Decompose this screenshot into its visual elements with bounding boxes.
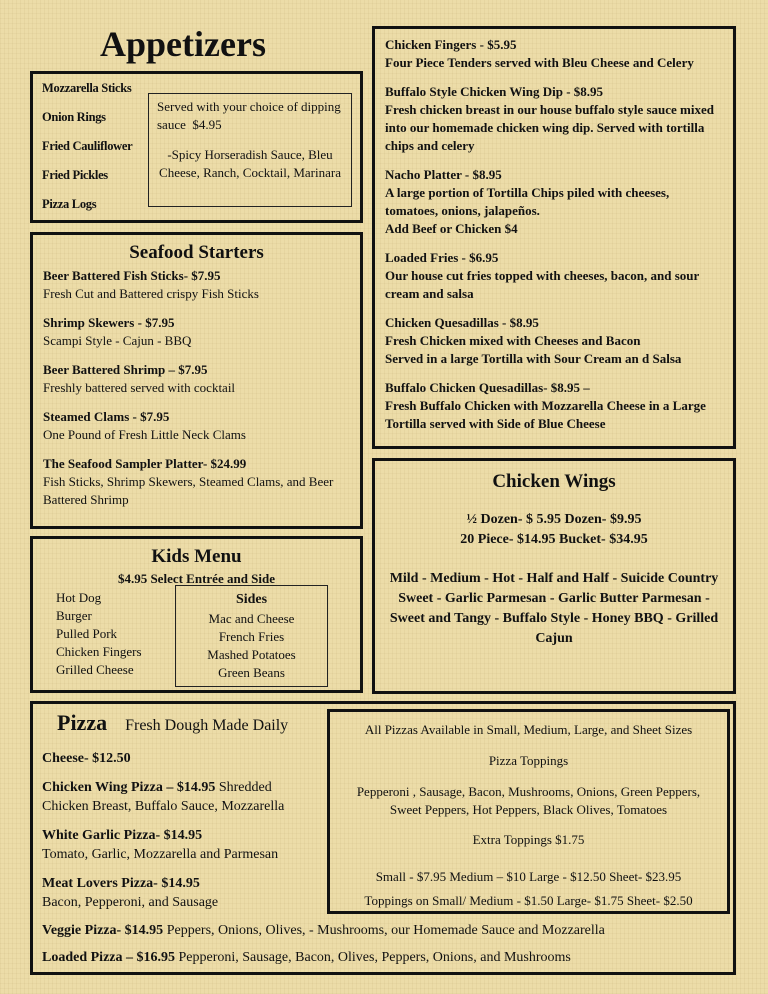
specialty-item-desc: Our house cut fries topped with cheeses, bacon, and sour cream and salsa [385,268,700,301]
pizza-item [42,778,320,816]
kids-subtitle: $4.95 Select Entrée and Side [117,571,276,586]
seafood-item [43,408,350,444]
appetizers-title: Appetizers [100,24,266,64]
seafood-item-desc: Fresh Cut and Battered crispy Fish Sticks [43,286,259,301]
specialty-item-title: Loaded Fries - $6.95 [385,250,499,265]
seafood-item-name: Beer Battered Shrimp – $7.95 [43,362,208,377]
pizza-item-desc: Pepperoni, Sausage, Bacon, Olives, Peppers, Onions, and Mushrooms [175,950,571,965]
specialty-item-extra: Add Beef or Chicken $4 [385,221,518,236]
pizza-item [42,874,320,912]
wings-prices [375,510,733,550]
dipping-sauce-box [148,93,352,207]
chicken-wings-box [372,458,736,694]
pizza-sizes-note: All Pizzas Available in Small, Medium, Large, and Sheet Sizes [364,722,693,737]
kids-menu-box [30,536,363,693]
specialty-item-title: Chicken Fingers - $5.95 [385,37,517,52]
seafood-item-desc: One Pound of Fresh Little Neck Clams [43,427,246,442]
kids-title: Kids Menu [151,546,242,567]
pizza-subtitle: Fresh Dough Made Daily [125,717,289,734]
kids-entree: Pulled Pork [56,626,118,641]
seafood-item [43,267,350,303]
seafood-item [43,314,350,350]
specialty-item [385,36,723,72]
pizza-toppings-title: Pizza Toppings [488,753,569,768]
pizza-title: Pizza [57,710,108,735]
appetizer-item: Fried Pickles [42,168,108,182]
pizza-extra-toppings: Extra Toppings $1.75 [472,832,585,847]
pizza-list [42,749,320,912]
seafood-item-desc: Fish Sticks, Shrimp Skewers, Steamed Clams, and Beer Battered Shrimp [43,474,334,507]
pizza-loaded [42,948,571,967]
pizza-item-desc: Bacon, Pepperoni, and Sausage [42,895,219,910]
specialty-appetizers-box [372,26,736,449]
seafood-item-desc: Freshly battered served with cocktail [43,380,236,395]
specialty-item-title: Nacho Platter - $8.95 [385,167,502,182]
kids-sides-box [175,585,328,687]
kids-entree-list [56,589,142,679]
appetizers-box [30,71,363,223]
wings-prices-line: ½ Dozen- $ 5.95 Dozen- $9.95 [466,512,642,527]
pizza-item [42,826,320,864]
seafood-item-name: Shrimp Skewers - $7.95 [43,315,175,330]
appetizer-item: Onion Rings [42,110,106,124]
seafood-item-name: Steamed Clams - $7.95 [43,409,170,424]
pizza-veggie [42,921,605,940]
seafood-item [43,455,350,509]
pizza-item-name: Chicken Wing Pizza – $14.95 [42,780,216,795]
specialty-item-desc: Four Piece Tenders served with Bleu Cheese and Celery [385,55,694,70]
specialty-item-title: Chicken Quesadillas - $8.95 [385,315,539,330]
pizza-sizes-box [327,709,730,914]
pizza-item-name: Meat Lovers Pizza- $14.95 [42,876,200,891]
specialty-item-desc: Fresh Chicken mixed with Cheeses and Bacon [385,333,641,348]
pizza-item-name: Cheese- $12.50 [42,751,131,766]
dipping-sauce-note: Served with your choice of dipping sauce $4.95 [157,99,341,132]
specialty-item-title: Buffalo Chicken Quesadillas- $8.95 – [385,380,590,395]
seafood-item-name: The Seafood Sampler Platter- $24.99 [43,456,247,471]
kids-entree: Grilled Cheese [56,662,134,677]
kids-sides-title: Sides [235,592,268,607]
specialty-item [385,379,723,433]
kids-side: French Fries [218,629,285,644]
pizza-item-name: Loaded Pizza – $16.95 [42,950,175,965]
seafood-item [43,361,350,397]
dipping-sauce-price: $4.95 [192,117,222,132]
kids-side: Mashed Potatoes [207,647,296,662]
pizza-size-prices: Small - $7.95 Medium – $10 Large - $12.50 Sheet- $23.95 [375,869,682,884]
pizza-item-desc: Tomato, Garlic, Mozzarella and Parmesan [42,847,279,862]
specialty-item [385,83,723,155]
kids-entree: Chicken Fingers [56,644,142,659]
seafood-title: Seafood Starters [129,242,264,263]
appetizer-list [42,79,152,224]
wings-prices-line: 20 Piece- $14.95 Bucket- $34.95 [460,532,648,547]
seafood-item-desc: Scampi Style - Cajun - BBQ [43,333,192,348]
pizza-item-name: White Garlic Pizza- $14.95 [42,828,203,843]
specialty-item [385,166,723,238]
kids-entree: Burger [56,608,92,623]
kids-side: Green Beans [218,665,285,680]
wings-title: Chicken Wings [492,471,616,492]
pizza-box [30,701,736,975]
seafood-item-name: Beer Battered Fish Sticks- $7.95 [43,268,221,283]
specialty-item-title: Buffalo Style Chicken Wing Dip - $8.95 [385,84,604,99]
kids-entree: Hot Dog [56,590,102,605]
sauce-options: -Spicy Horseradish Sauce, Bleu Cheese, Ranch, Cocktail, Marinara [159,147,341,180]
specialty-item [385,314,723,368]
pizza-item [42,749,320,768]
appetizer-item: Mozzarella Sticks [42,81,132,95]
pizza-item-name: Veggie Pizza- $14.95 [42,923,164,938]
pizza-header [57,710,288,736]
pizza-item-desc: Peppers, Onions, Olives, - Mushrooms, our Homemade Sauce and Mozzarella [163,923,605,938]
specialty-item-desc: Fresh chicken breast in our house buffalo style sauce mixed into our homemade chicken wing dip. Served with tortilla chips and celery [385,102,714,153]
specialty-item-desc: A large portion of Tortilla Chips piled with cheeses, tomatoes, onions, jalapeños. [385,185,670,218]
wings-flavors: Mild - Medium - Hot - Half and Half - Suicide Country Sweet - Garlic Parmesan - Garlic Butter Parmesan - Sweet and Tangy - Buffalo Style - Honey BBQ - Grilled Cajun [389,571,719,646]
seafood-starters-box [30,232,363,529]
specialty-item-extra: Served in a large Tortilla with Sour Cream an d Salsa [385,351,682,366]
specialty-item-desc: Fresh Buffalo Chicken with Mozzarella Cheese in a Large Tortilla served with Side of Blue Cheese [385,398,706,431]
appetizer-item: Fried Cauliflower [42,139,133,153]
pizza-toppings-list: Pepperoni , Sausage, Bacon, Mushrooms, Onions, Green Peppers, Sweet Peppers, Hot Peppers, Black Olives, Tomatoes [356,784,701,817]
appetizer-item: Pizza Logs [42,197,97,211]
kids-side: Mac and Cheese [208,611,295,626]
pizza-topping-prices: Toppings on Small/ Medium - $1.50 Large- $1.75 Sheet- $2.50 [364,893,693,908]
specialty-item [385,249,723,303]
pizza-item-desc: Shredded Chicken Breast, Buffalo Sauce, Mozzarella [42,780,285,814]
